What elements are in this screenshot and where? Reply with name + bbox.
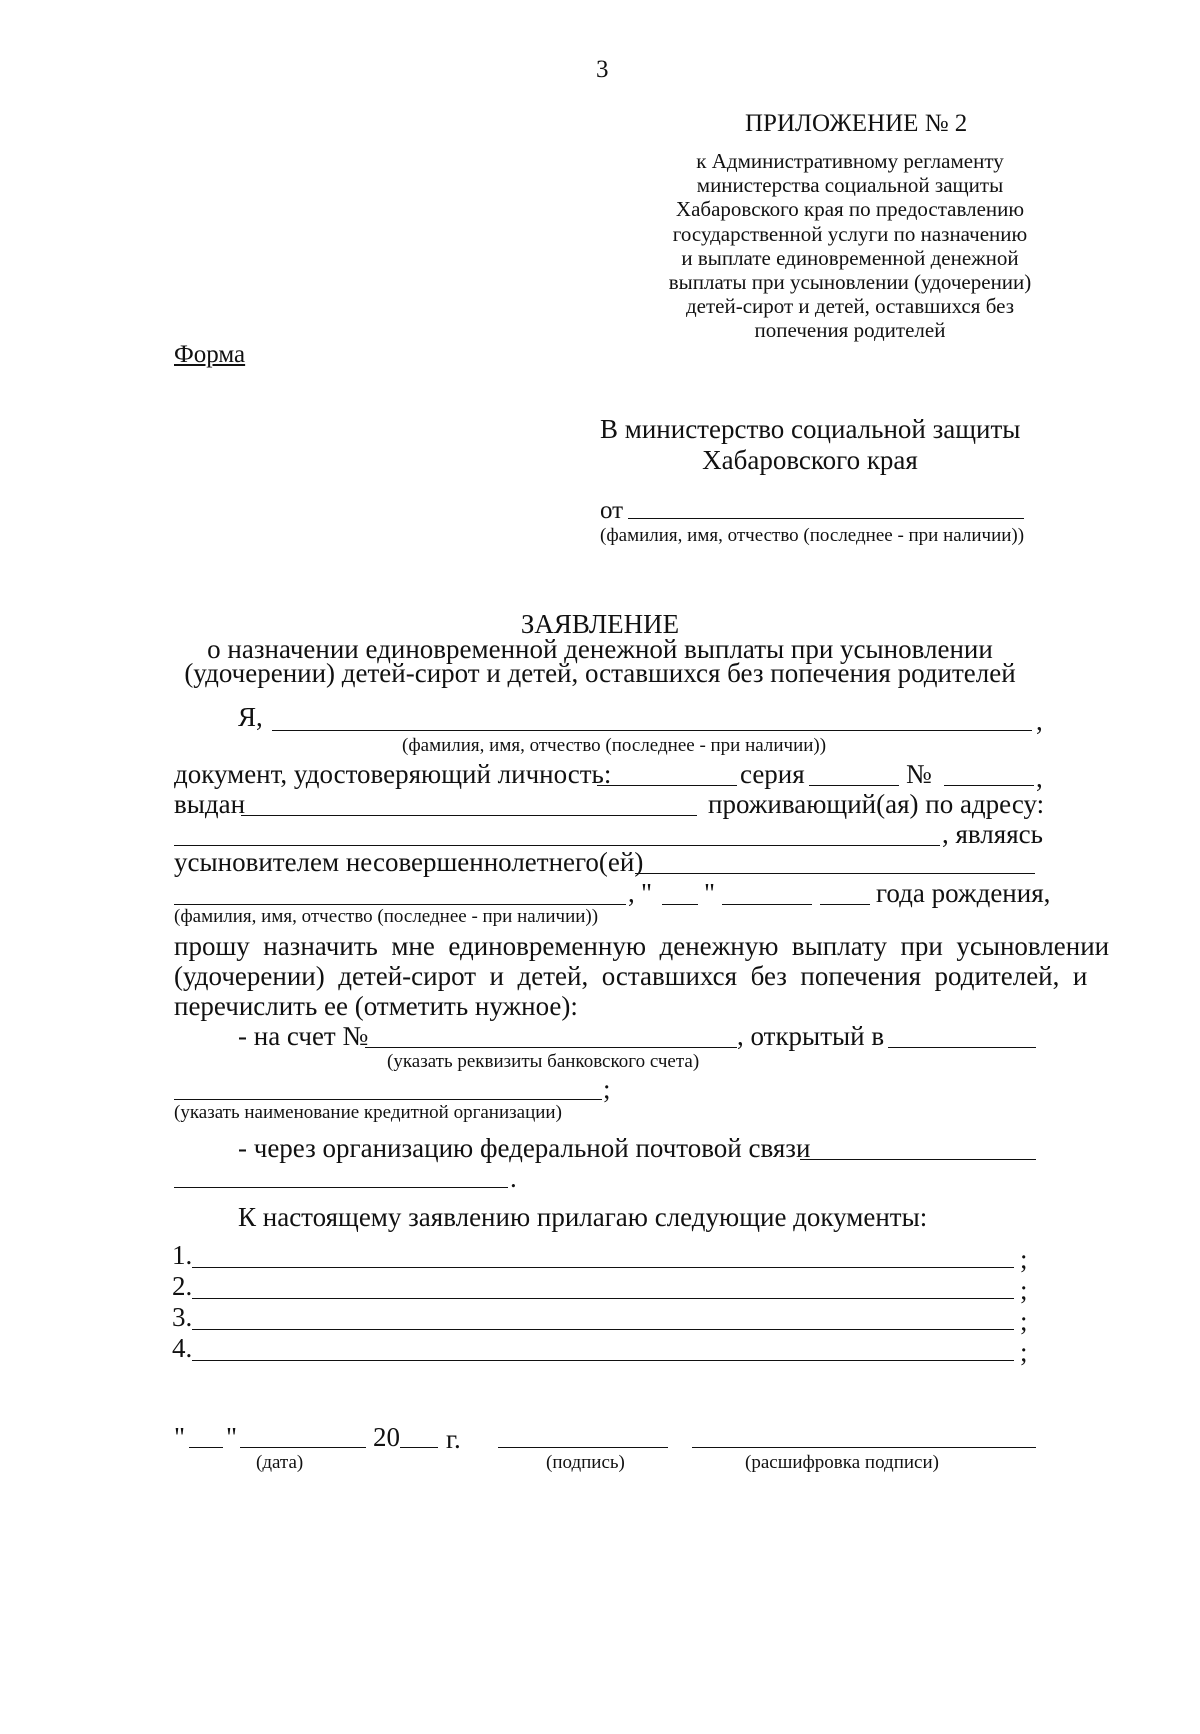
- attachment-end: ;: [1020, 1337, 1028, 1367]
- addressee-line2: Хабаровского края: [702, 445, 918, 475]
- appendix-title: ПРИЛОЖЕНИЕ № 2: [745, 110, 968, 137]
- child-fio-line[interactable]: [174, 904, 626, 905]
- series-label: серия: [740, 759, 805, 789]
- form-label: Форма: [174, 341, 246, 368]
- account-label: - на счет №: [238, 1021, 369, 1051]
- doc-comma: ,: [1036, 763, 1043, 793]
- birth-year-line[interactable]: [820, 904, 870, 905]
- from-field-line[interactable]: [628, 518, 1024, 519]
- appendix-text: [640, 149, 1060, 343]
- birth-month-line[interactable]: [722, 904, 812, 905]
- from-label: от: [600, 497, 624, 524]
- birth-quote-open: ": [641, 878, 653, 908]
- request-line: перечислить ее (отметить нужное):: [174, 991, 578, 1021]
- request-line: прошу назначить мне единовременную денежную выплату при усыновлении: [174, 931, 1110, 961]
- doc-number-line[interactable]: [944, 785, 1034, 786]
- attachments-intro: К настоящему заявлению прилагаю следующие документы:: [238, 1202, 928, 1232]
- attachment-number: 2.: [172, 1271, 193, 1301]
- adopter-line[interactable]: [635, 873, 1035, 874]
- birth-day-line[interactable]: [662, 904, 698, 905]
- sig-year-suffix: г.: [446, 1424, 461, 1454]
- signature-hint: (подпись): [546, 1452, 625, 1473]
- appendix-line: и выплате единовременной денежной: [681, 245, 1019, 270]
- signature-decoding-line[interactable]: [692, 1447, 1036, 1448]
- attachment-number: 3.: [172, 1302, 193, 1332]
- appendix-line: Хабаровского края по предоставлению: [675, 197, 1025, 222]
- adopter-label: усыновителем несовершеннолетнего(ей): [174, 847, 644, 877]
- issued-label: выдан: [174, 789, 246, 819]
- appendix-line: детей-сирот и детей, оставшихся без: [685, 294, 1014, 319]
- credit-org-hint: (указать наименование кредитной организации): [174, 1102, 562, 1123]
- attachment-line[interactable]: [192, 1267, 1014, 1268]
- series-line[interactable]: [809, 785, 899, 786]
- appendix-line: министерства социальной защиты: [696, 173, 1004, 198]
- appendix-line: государственной услуги по назначению: [672, 221, 1028, 246]
- attachment-number: 1.: [172, 1240, 193, 1270]
- doc-type-line[interactable]: [597, 785, 737, 786]
- attachment-line[interactable]: [192, 1360, 1014, 1361]
- appendix-line: к Административному регламенту: [696, 149, 1004, 173]
- statement-subtitle2: (удочерении) детей-сирот и детей, оставшихся без попечения родителей: [184, 658, 1016, 688]
- attachment-end: ;: [1020, 1244, 1028, 1274]
- bank-hint: (указать реквизиты банковского счета): [387, 1051, 700, 1072]
- post-line[interactable]: [800, 1159, 1036, 1160]
- from-hint: (фамилия, имя, отчество (последнее - при наличии)): [600, 525, 1025, 546]
- post-line2[interactable]: [174, 1187, 508, 1188]
- credit-org-line[interactable]: [174, 1099, 602, 1100]
- birth-comma: ,: [628, 878, 635, 908]
- attachment-number: 4.: [172, 1333, 193, 1363]
- number-label: №: [906, 759, 932, 789]
- request-line: (удочерении) детей-сирот и детей, оставшихся без попечения родителей, и: [174, 961, 1088, 991]
- attachment-end: ;: [1020, 1306, 1028, 1336]
- credit-org-semicolon: ;: [603, 1074, 611, 1104]
- date-hint: (дата): [256, 1452, 304, 1473]
- sig-quote-open: ": [174, 1422, 186, 1452]
- attachment-line[interactable]: [192, 1329, 1014, 1330]
- ya-comma: ,: [1036, 706, 1043, 736]
- decoding-hint: (расшифровка подписи): [745, 1452, 939, 1473]
- residing-label: проживающий(ая) по адресу:: [708, 789, 1045, 819]
- sig-day-line[interactable]: [189, 1447, 223, 1448]
- applicant-fio-hint: (фамилия, имя, отчество (последнее - при наличии)): [402, 735, 827, 756]
- address-line[interactable]: [174, 845, 940, 846]
- attachment-line[interactable]: [192, 1298, 1014, 1299]
- signature-line[interactable]: [498, 1447, 668, 1448]
- issued-line[interactable]: [241, 815, 697, 816]
- doc-label: документ, удостоверяющий личность:: [174, 759, 612, 789]
- sig-quote-close: ": [226, 1422, 238, 1452]
- appendix-line: попечения родителей: [754, 318, 946, 343]
- ya-label: Я,: [238, 702, 263, 732]
- appendix-line: выплаты при усыновлении (удочерении): [668, 270, 1032, 295]
- bank-line[interactable]: [888, 1047, 1036, 1048]
- post-period: .: [510, 1163, 517, 1193]
- attachment-end: ;: [1020, 1275, 1028, 1305]
- sig-month-line[interactable]: [240, 1447, 366, 1448]
- applicant-fio-line[interactable]: [272, 730, 1032, 731]
- addressee-line1: В министерство социальной защиты: [600, 414, 1021, 444]
- child-fio-hint: (фамилия, имя, отчество (последнее - при наличии)): [174, 906, 599, 927]
- account-number-line[interactable]: [365, 1047, 737, 1048]
- opened-label: , открытый в: [737, 1021, 885, 1051]
- sig-year-prefix: 20: [373, 1422, 400, 1452]
- page-number: 3: [596, 56, 609, 83]
- being-label: , являясь: [942, 819, 1043, 849]
- statement-title: ЗАЯВЛЕНИЕ: [520, 609, 680, 639]
- birth-label: года рождения,: [876, 878, 1051, 908]
- sig-year-line[interactable]: [400, 1447, 438, 1448]
- post-label: - через организацию федеральной почтовой связи: [238, 1133, 811, 1163]
- birth-quote-close: ": [704, 878, 716, 908]
- statement-subtitle1: о назначении единовременной денежной выплаты при усыновлении: [207, 634, 993, 664]
